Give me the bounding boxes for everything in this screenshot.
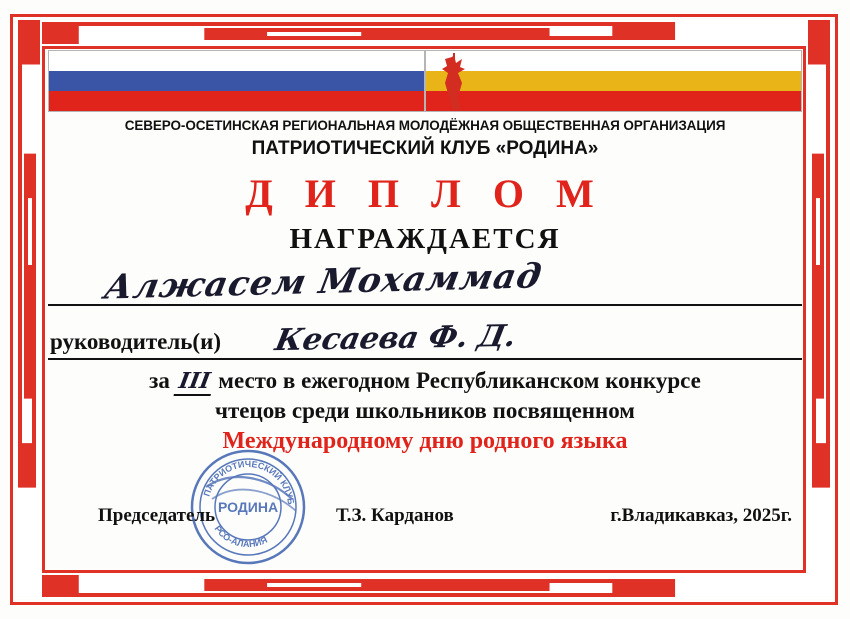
stamp-text-bottom: РСО-АЛАНИЯ	[212, 523, 269, 550]
place-suffix: место	[218, 368, 278, 393]
place-line	[48, 368, 802, 396]
contest-highlight: Международному дню родного языка	[222, 428, 628, 454]
supervisor-label: руководитель(и)	[50, 329, 221, 354]
recipient-name-line	[48, 258, 802, 306]
place-prefix: за	[149, 368, 170, 393]
north-ossetia-flag	[425, 50, 802, 112]
russia-flag	[48, 50, 425, 112]
statue-icon	[432, 53, 474, 111]
supervisor-name: Кесаева Ф. Д.	[272, 318, 520, 359]
svg-text:РСО-АЛАНИЯ	[213, 524, 269, 549]
contest-line-1: в ежегодном Республиканском конкурсе	[282, 368, 701, 393]
signature-row	[48, 458, 802, 550]
organization-line-1: СЕВЕРО-ОСЕТИНСКАЯ РЕГИОНАЛЬНАЯ МОЛОДЁЖНАЯ ОБЩЕСТВЕННАЯ ОРГАНИЗАЦИЯ	[124, 118, 726, 133]
awarded-label: НАГРАЖДАЕТСЯ	[289, 223, 561, 255]
stamp-text-center: РОДИНА	[217, 499, 279, 515]
place-and-date: г.Владикавказ, 2025г.	[610, 505, 792, 526]
chairman-label: Председатель	[98, 505, 216, 526]
supervisor-line	[48, 314, 802, 360]
place-number: III	[173, 368, 215, 396]
organization-line-2: ПАТРИОТИЧЕСКИЙ КЛУБ «РОДИНА»	[251, 138, 599, 159]
stamp-text-top: ПАТРИОТИЧЕСКИЙ КЛУБ	[201, 458, 296, 506]
diploma-title: Д И П Л О М	[245, 171, 605, 216]
chairman-name: Т.З. Карданов	[336, 505, 454, 526]
contest-line-2: чтецов среди школьников посвященном	[215, 398, 635, 423]
certificate-content	[48, 50, 802, 569]
flags-row	[48, 50, 802, 112]
recipient-name: Алжасем Мохаммад	[101, 256, 546, 308]
